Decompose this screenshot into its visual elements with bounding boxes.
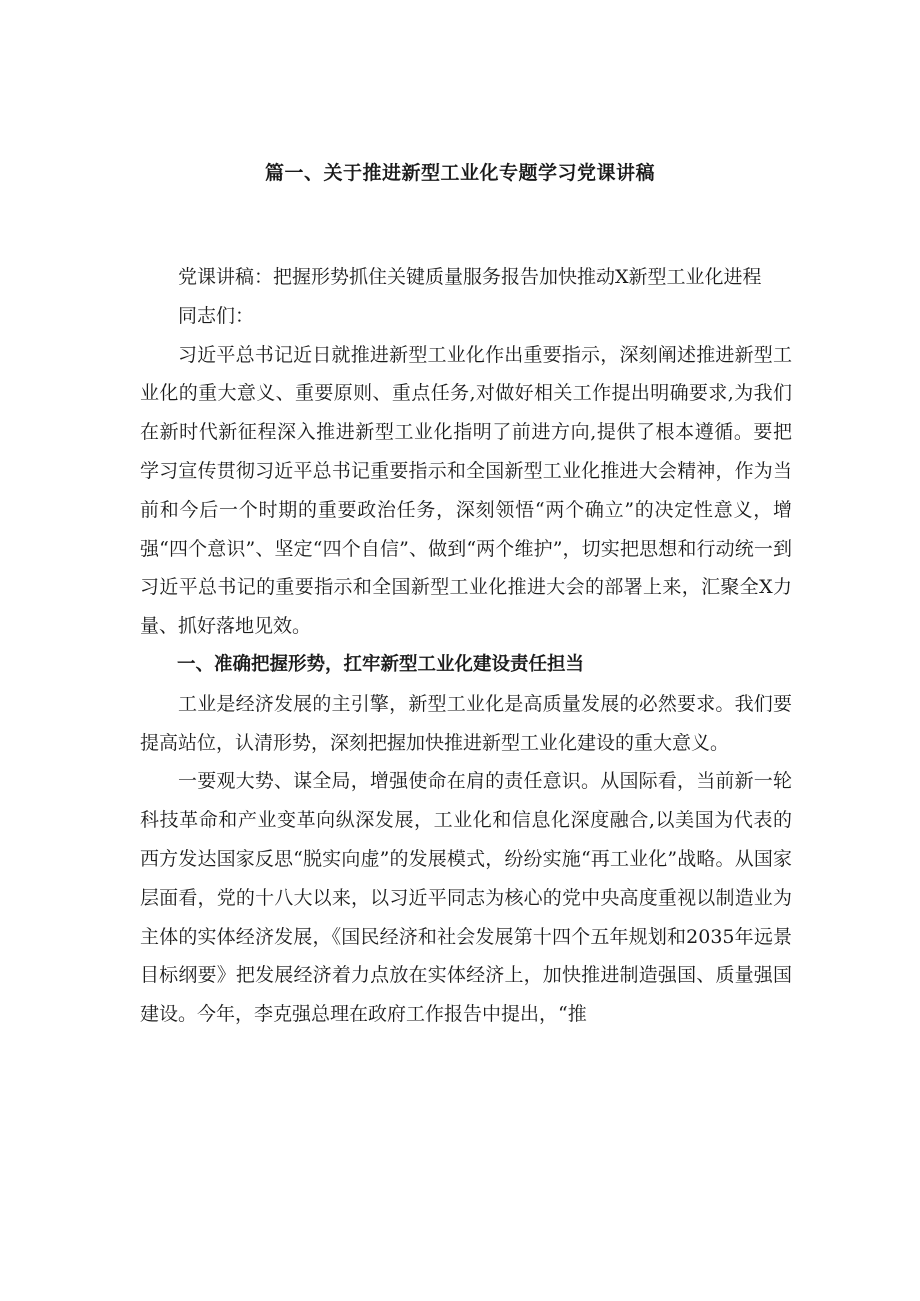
section-heading: 一、准确把握形势，扛牢新型工业化建设责任担当: [177, 653, 585, 675]
section-paragraph: 一要观大势、谋全局，增强使命在肩的责任意识。从国际看，当前新一轮科技革命和产业变革向纵深发展，工业化和信息化深度融合,以美国为代表的西方发达国家反思“脱实向虚”的发展模式，纷纷实施“再工业化”战略。从国家层面看，党的十八大以来，以习近平同志为核心的党中央高度重视以制造业为主体的实体经济发展，《国民经济和社会发展第十四个五年规划和2035年远景目标纲要》把发展经济着力点放在实体经济上，加快推进制造强国、质量强国建设。今年，李克强总理在政府工作报告中提出，“推: [140, 770, 792, 1026]
document-title: 篇一、关于推进新型工业化专题学习党课讲稿: [264, 162, 655, 184]
section-paragraph: 工业是经济发展的主引擎，新型工业化是高质量发展的必然要求。我们要提高站位，认清形势，深刻把握加快推进新型工业化建设的重大意义。: [140, 692, 792, 754]
document-body: [140, 258, 792, 1034]
salutation: 同志们：: [178, 304, 255, 327]
body-paragraph: 习近平总书记近日就推进新型工业化作出重要指示，深刻阐述推进新型工业化的重大意义、重要原则、重点任务,对做好相关工作提出明确要求,为我们在新时代新征程深入推进新型工业化指明了前进方向,提供了根本遵循。要把学习宣传贯彻习近平总书记重要指示和全国新型工业化推进大会精神，作为当前和今后一个时期的重要政治任务，深刻领悟“两个确立”的决定性意义，增强“四个意识”、坚定“四个自信”、做到“两个维护”，切实把思想和行动统一到习近平总书记的重要指示和全国新型工业化推进大会的部署上来，汇聚全X力量、抓好落地见效。: [140, 343, 792, 638]
subtitle-paragraph: 党课讲稿：把握形势抓住关键质量服务报告加快推动X新型工业化进程: [178, 266, 762, 288]
